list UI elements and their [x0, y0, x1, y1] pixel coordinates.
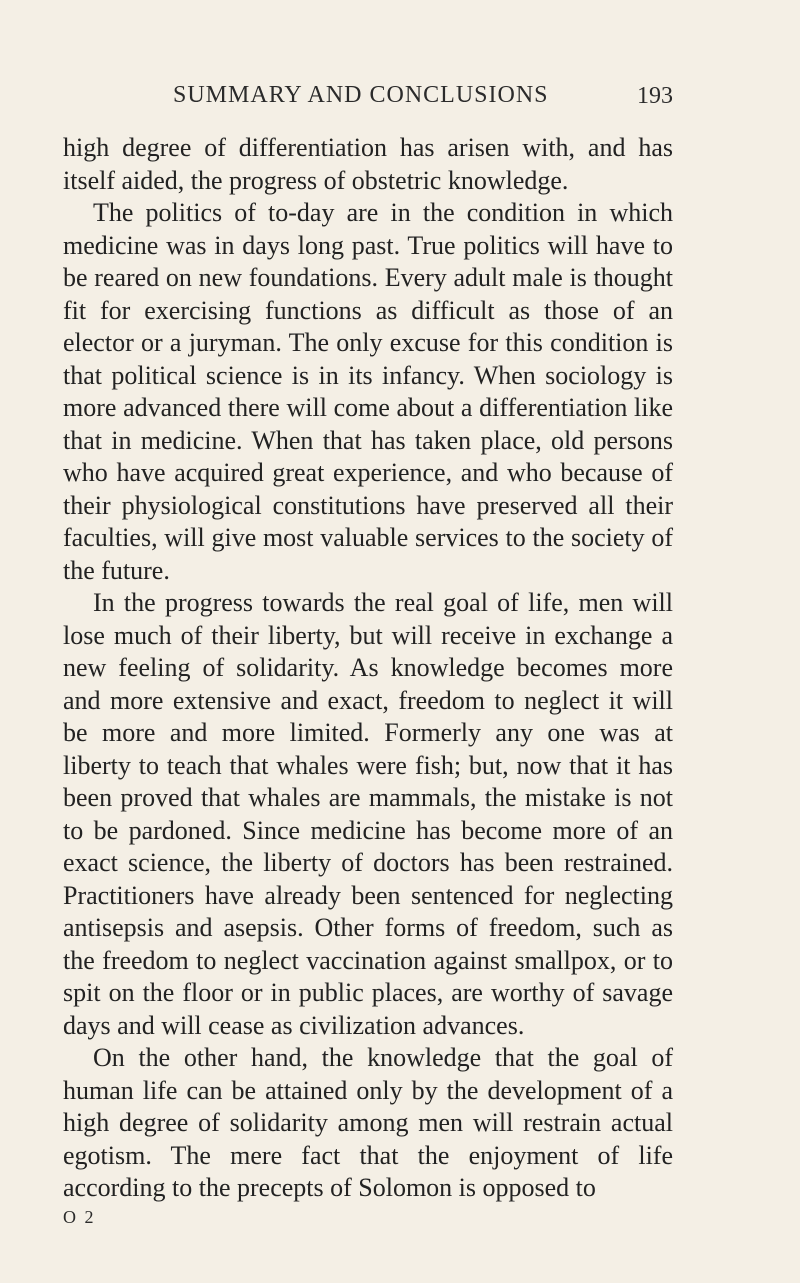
page-number: 193 — [637, 83, 673, 109]
paragraph: On the other hand, the knowledge that the goal of human life can be attained only by the development of a high degree of solidarity among men will restrain actual egotism. The mere fact that the enjoyment of life according to the precepts of Solomon is opposed to — [63, 1043, 673, 1202]
running-head: SUMMARY AND CONCLUSIONS — [173, 82, 549, 108]
paragraph: In the progress towards the real goal of life, men will lose much of their liberty, but will receive in exchange a new feeling of solidarity. As knowledge becomes more and more extensive and exact, freedom to neglect it will be more and more limited. Formerly any one was at liberty to teach that whales were fish; but, now that it has been proved that whales are mammals, the mistake is not to be pardoned. Since medicine has become more of an exact science, the liberty of doctors has been restrained. Practitioners have already been sentenced for neglecting antisepsis and asepsis. Other forms of freedom, such as the freedom to neglect vaccination against smallpox, or to spit on the floor or in public places, are worthy of savage days and will cease as civilization advances. — [63, 588, 673, 1040]
body-text — [63, 132, 673, 1205]
signature-mark: O 2 — [63, 1206, 96, 1227]
paragraph: The politics of to-day are in the condition in which medicine was in days long past. True politics will have to be reared on new foundations. Every adult male is thought fit for exercising functions as difficult as those of an elector or a juryman. The only excuse for this condition is that political science is in its infancy. When sociology is more advanced there will come about a differentiation like that in medicine. When that has taken place, old persons who have acquired great experience, and who because of their physiological constitutions have preserved all their faculties, will give most valuable services to the society of the future. — [63, 198, 673, 585]
page-header — [63, 82, 673, 122]
book-page — [63, 82, 673, 1228]
paragraph: high degree of differentiation has arisen with, and has itself aided, the progress of obstetric knowledge. — [63, 133, 673, 195]
